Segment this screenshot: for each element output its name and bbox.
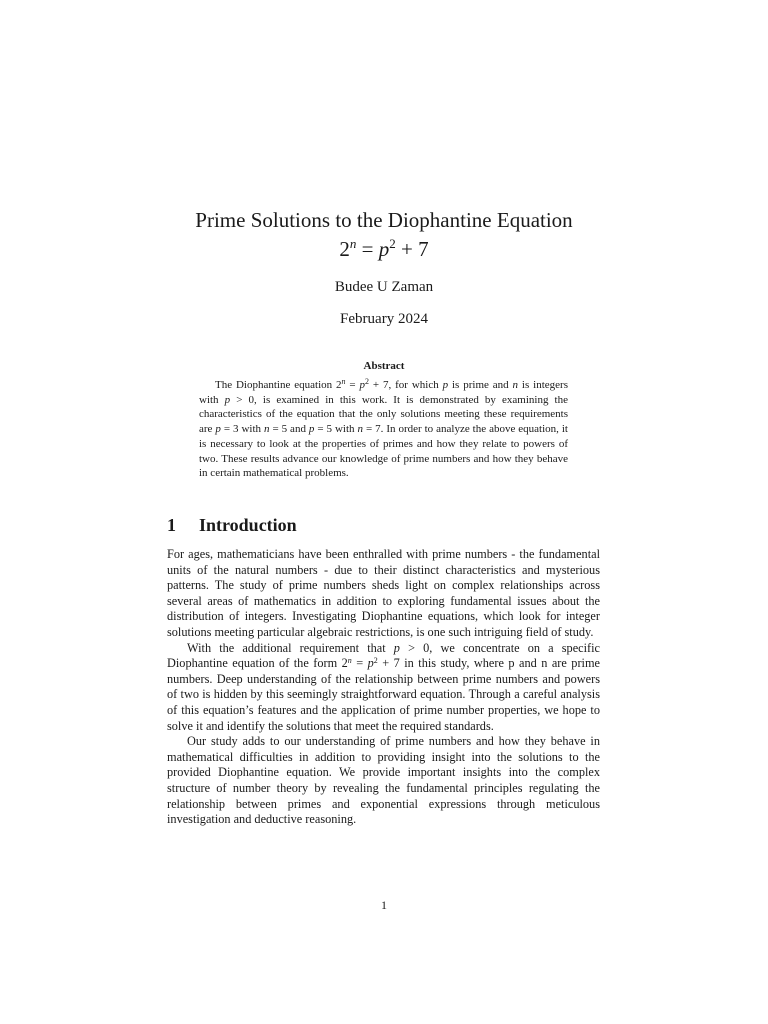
abstract-seg: = 3 with: [220, 423, 264, 436]
para-math: 2: [373, 656, 378, 666]
abstract-math: n: [263, 423, 270, 436]
title-eq-base: 2: [339, 237, 350, 261]
section-title: Introduction: [199, 515, 297, 535]
title-eq-rest: + 7: [395, 237, 429, 261]
section-number: 1: [167, 515, 176, 535]
abstract-seg: > 0, is examined in this work. It is demonstrated by examining the characteristics of the equation that the only solutions meeting these requirements are: [199, 393, 568, 436]
paper-title: [0, 206, 768, 264]
section-body: [167, 547, 600, 828]
title-eq-var-exp: 2: [389, 236, 396, 251]
para-seg: With the additional requirement that: [187, 640, 394, 655]
title-equation: $2^n = p^2 + 7$: [339, 236, 429, 261]
abstract-seg: The Diophantine equation 2: [215, 379, 342, 391]
para-seg: =: [351, 656, 368, 671]
para-math: p: [393, 640, 400, 655]
abstract-math: p: [308, 423, 315, 436]
para-math: n: [347, 656, 352, 666]
abstract-math: p: [442, 379, 449, 391]
abstract-seg: =: [345, 379, 360, 391]
abstract-seg: is prime and: [448, 379, 513, 391]
abstract-math: p: [224, 393, 231, 406]
title-line-1: Prime Solutions to the Diophantine Equation: [195, 208, 573, 232]
abstract-math: n: [341, 377, 346, 386]
para-seg: + 7 in this study, where p and n are prime numbers. Deep understanding of the relationship between prime numbers and powers of two is hidden by this seemingly straightforward equation. Through a careful analysis of this equation’s features and the application of prime number properties, we hope to solve it and identify the solutions that meet the required standards.: [167, 656, 600, 733]
page-number: 1: [381, 898, 387, 912]
section-heading: [167, 515, 297, 536]
abstract-math: 2: [365, 377, 369, 386]
author-name: Budee U Zaman: [334, 279, 434, 295]
abstract-heading: Abstract: [363, 360, 405, 372]
paragraph-3: Our study adds to our understanding of prime numbers and how they behave in mathematical difficulties in addition to providing insight into the solutions to the provided Diophantine equation. We provide important insights into the complex structure of number theory by revealing the fundamental principles regulating the relationship between primes and exponential expressions through meticulous investigation and deductive reasoning.: [167, 734, 600, 827]
abstract-math: p: [215, 423, 221, 436]
abstract-seg: is integers with: [199, 379, 568, 406]
abstract-math: n: [512, 379, 519, 391]
abstract-seg: = 7. In order to analyze the above equation, it is necessary to look at the properties of primes and how they relate to powers of two. These results advance our knowledge of prime numbers and how they behave in certain mathematical problems.: [199, 423, 568, 480]
abstract-text: [199, 378, 568, 481]
abstract-math: n: [357, 423, 363, 436]
abstract-seg: + 7, for which: [369, 379, 443, 391]
title-eq-exp: n: [349, 236, 357, 251]
abstract-math: p: [359, 379, 365, 391]
abstract-seg: = 5 with: [314, 423, 358, 436]
title-eq-var: p: [378, 237, 390, 261]
para-math: p: [367, 656, 374, 671]
paragraph-2: [167, 641, 600, 735]
abstract-seg: = 5 and: [269, 423, 309, 436]
publication-date: February 2024: [340, 311, 428, 327]
para-seg: > 0, we concentrate on a specific Diophantine equation of the form 2: [167, 640, 601, 671]
paragraph-1: For ages, mathematicians have been enthralled with prime numbers - the fundamental units of the natural numbers - due to their distinct characteristics and mysterious patterns. The study of prime numbers sheds light on complex relationships across several areas of mathematics in addition to exploring fundamental issues about the distribution of integers. Investigating Diophantine equations, which look for integer solutions meeting particular algebraic restrictions, is one such intriguing field of study.: [167, 547, 600, 639]
